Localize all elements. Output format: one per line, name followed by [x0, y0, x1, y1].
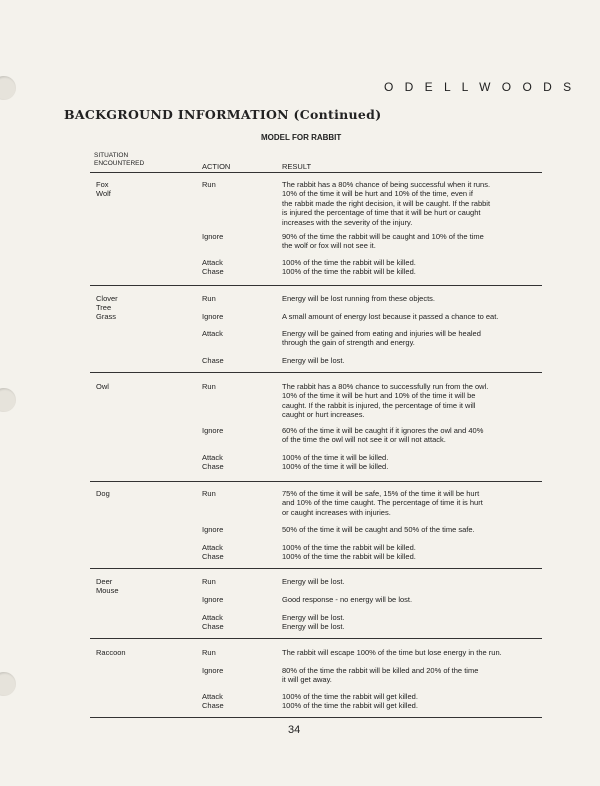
divider [90, 285, 542, 286]
result-cell: Energy will be lost. Energy will be lost. [282, 613, 345, 632]
action-cell: Run [202, 648, 216, 657]
action-cell: Attack Chase [202, 543, 224, 561]
action-cell: Ignore [202, 312, 224, 321]
binder-hole [0, 76, 16, 100]
result-cell: Energy will be lost. [282, 577, 345, 586]
action-cell: Run [202, 382, 216, 391]
result-cell: The rabbit will escape 100% of the time but lose energy in the run. [282, 648, 502, 657]
action-cell: Chase [202, 356, 224, 365]
action-cell: Run [202, 180, 216, 189]
page-title: BACKGROUND INFORMATION (Continued) [64, 107, 382, 122]
result-cell: 100% of the time the rabbit will get killed. 100% of the time the rabbit will get killed. [282, 692, 418, 711]
result-cell: 100% of the time the rabbit will be killed. 100% of the time the rabbit will be killed. [282, 258, 416, 277]
result-cell: A small amount of energy lost because it passed a chance to eat. [282, 312, 499, 321]
situation-cell: Deer Mouse [96, 577, 119, 595]
action-cell: Ignore [202, 426, 224, 435]
result-cell: 75% of the time it will be safe, 15% of the time it will be hurt and 10% of the time caught. The percentage of time it is hurt or caught increases with injuries. [282, 489, 483, 517]
table-title: MODEL FOR RABBIT [261, 133, 342, 142]
result-cell: Energy will be gained from eating and injuries will be healed through the gain of strength and energy. [282, 329, 481, 348]
action-cell: Run [202, 577, 216, 586]
divider [90, 568, 542, 569]
divider [90, 717, 542, 718]
result-cell: 50% of the time it will be caught and 50% of the time safe. [282, 525, 475, 534]
action-cell: Attack Chase [202, 258, 224, 276]
result-cell: Energy will be lost running from these objects. [282, 294, 435, 303]
situation-cell: Fox Wolf [96, 180, 111, 198]
action-cell: Attack Chase [202, 453, 224, 471]
situation-cell: Raccoon [96, 648, 126, 657]
result-cell: Good response - no energy will be lost. [282, 595, 413, 604]
divider [90, 481, 542, 482]
divider [90, 372, 542, 373]
divider [90, 172, 542, 173]
binder-hole [0, 672, 16, 696]
result-cell: 60% of the time it will be caught if it ignores the owl and 40% of the time the owl will not see it or will not attack. [282, 426, 484, 445]
result-cell: 80% of the time the rabbit will be killed and 20% of the time it will get away. [282, 666, 479, 685]
action-cell: Attack Chase [202, 613, 224, 631]
action-cell: Ignore [202, 232, 224, 241]
result-cell: 100% of the time the rabbit will be killed. 100% of the time the rabbit will be killed. [282, 543, 416, 562]
result-cell: 90% of the time the rabbit will be caught and 10% of the time the wolf or fox will not see it. [282, 232, 484, 251]
action-cell: Ignore [202, 525, 224, 534]
result-cell: The rabbit has a 80% chance of being successful when it runs. 10% of the time it will be hurt and 10% of the time, even if the rabbit made the right decision, it will be caught. If the rabbit is injured the percentage of time that it will be hurt or caught increases with the severity of the injury. [282, 180, 491, 227]
action-cell: Attack Chase [202, 692, 224, 710]
action-cell: Ignore [202, 666, 224, 675]
result-cell: Energy will be lost. [282, 356, 345, 365]
action-cell: Run [202, 489, 216, 498]
situation-cell: Clover Tree Grass [96, 294, 118, 321]
action-cell: Ignore [202, 595, 224, 604]
divider [90, 638, 542, 639]
result-cell: 100% of the time it will be killed. 100% of the time it will be killed. [282, 453, 389, 472]
situation-cell: Owl [96, 382, 109, 391]
running-header: O D E L L W O O D S [384, 80, 576, 94]
column-header-situation: SITUATION ENCOUNTERED [94, 152, 145, 167]
situation-cell: Dog [96, 489, 110, 498]
column-header-result: RESULT [282, 162, 312, 171]
action-cell: Run [202, 294, 216, 303]
page-number: 34 [288, 724, 301, 736]
action-cell: Attack [202, 329, 223, 338]
result-cell: The rabbit has a 80% chance to successfully run from the owl. 10% of the time it will be hurt and 10% of the time it will be caught. If the rabbit is injured, the percentage of time it will caught or hurt increases. [282, 382, 489, 420]
binder-hole [0, 388, 16, 412]
column-header-action: ACTION [202, 162, 231, 171]
